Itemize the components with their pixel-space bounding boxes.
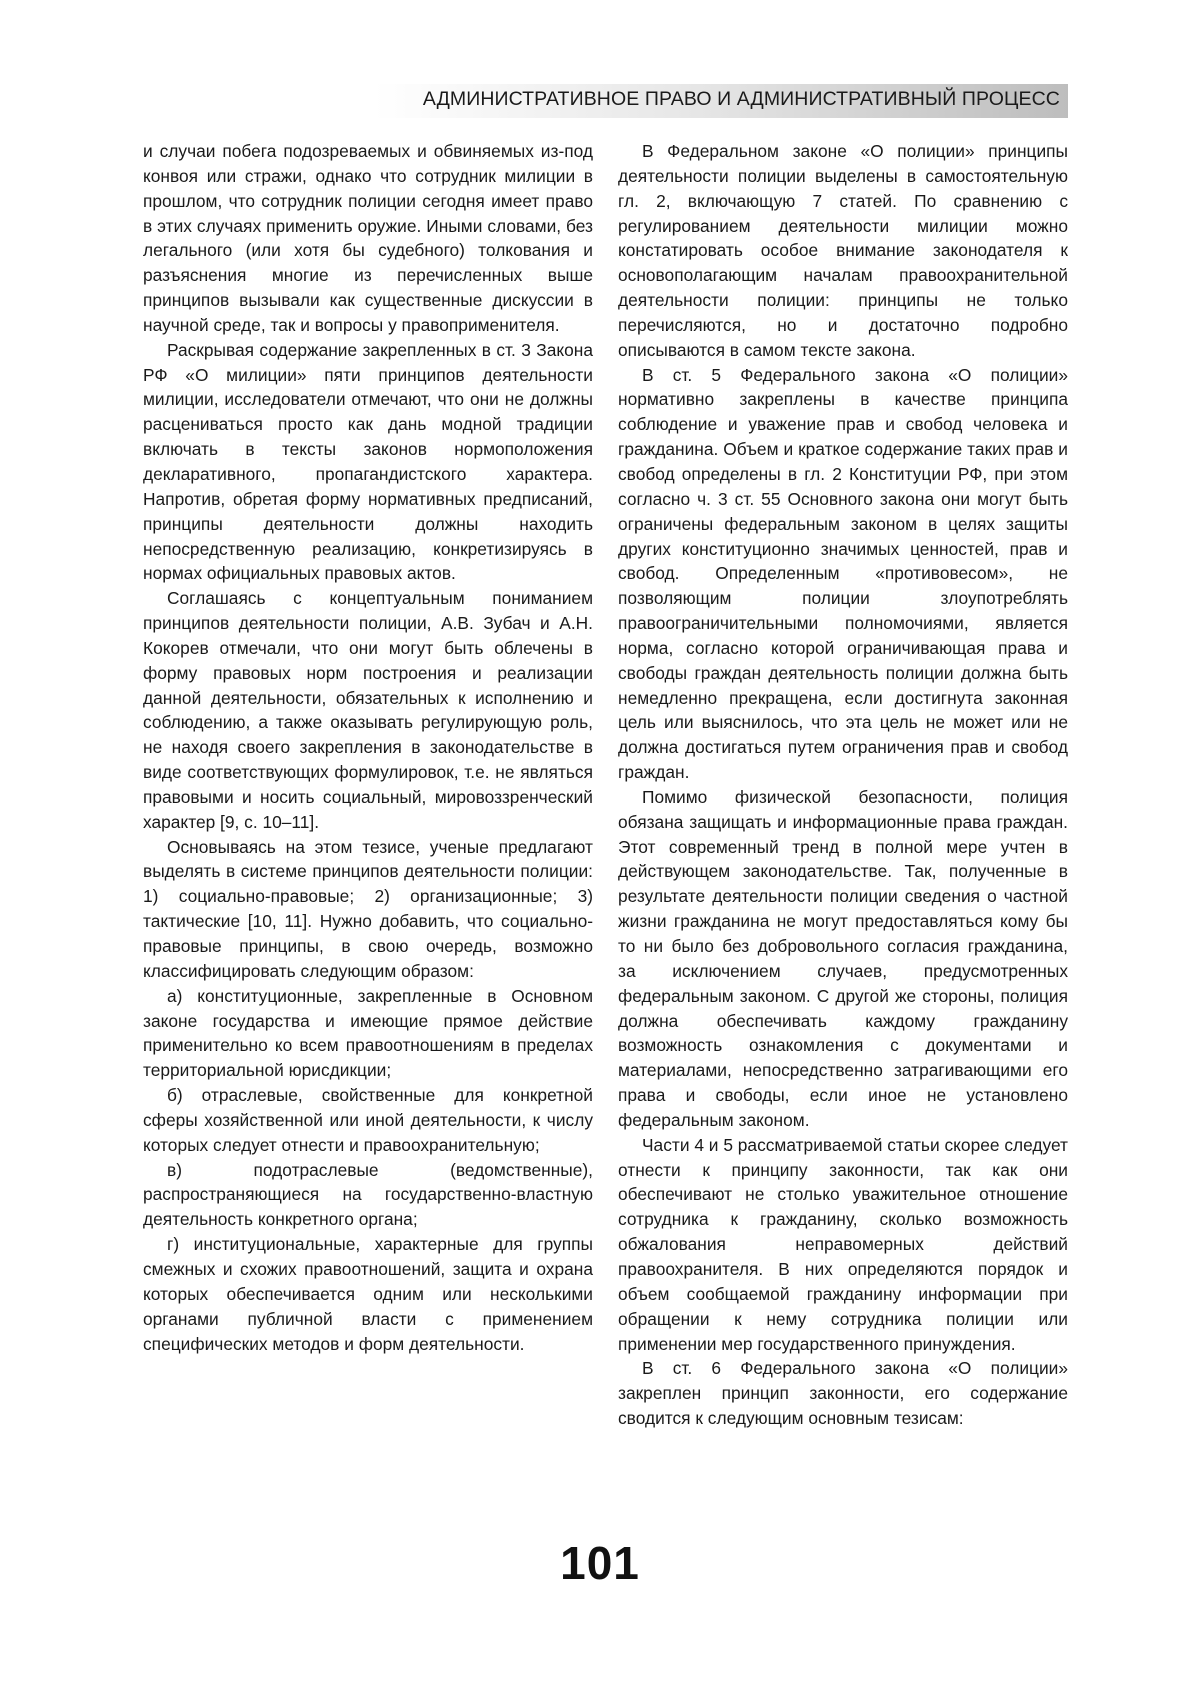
paragraph: В ст. 5 Федерального закона «О полиции» нормативно закреплены в качестве принципа соблюдение и уважение прав и свобод человека и гражданина. Объем и краткое содержание таких прав и свобод определены в гл. 2 Конституции РФ, при этом согласно ч. 3 ст. 55 Основного закона они могут быть ограничены федеральным законом в целях защиты других конституционно значимых ценностей, прав и свобод. Определенным «противовесом», не позволяющим полиции злоупотреблять правоограничительными полномочиями, является норма, согласно которой ограничивающая права и свободы граждан деятельность полиции должна быть немедленно прекращена, если достигнута законная цель или выяснилось, что эта цель не может или не должна достигаться путем ограничения прав и свобод граждан. — [618, 364, 1068, 783]
paragraph: Соглашаясь с концептуальным пониманием принципов деятельности полиции, А.В. Зубач и А.Н. Кокорев отмечали, что они могут быть облечены в форму правовых норм построения и реализации данной деятельности, обязательных к исполнению и соблюдению, а также оказывать регулирующую роль, не находя своего закрепления в законодательстве в виде соответствующих формулировок, т.е. не являться правовыми и носить социальный, мировоззренческий характер [9, с. 10–11]. — [143, 588, 593, 832]
list-item-d: г) институциональные, характерные для группы смежных и схожих правоотношений, защита и охрана которых обеспечивается одним или несколькими органами публичной власти с применением специфических методов и форм деятельности. — [143, 1234, 593, 1354]
paragraph: Помимо физической безопасности, полиция обязана защищать и информационные права граждан. Этот современный тренд в полной мере учтен в действующем законодательстве. Так, полученные в результате деятельности полиции сведения о частной жизни гражданина не могут предоставляться кому бы то ни было без добровольного согласия гражданина, за исключением случаев, предусмотренных федеральным законом. С другой же стороны, полиция должна обеспечивать каждому гражданину возможность ознакомления с документами и материалами, непосредственно затрагивающими его права и свободы, если иное не установлено федеральным законом. — [618, 786, 1068, 1130]
list-item-a: а) конституционные, закрепленные в Основном законе государства и имеющие прямое действие применительно ко всем правоотношениям в пределах территориальной юрисдикции; — [143, 985, 593, 1081]
left-text-column — [143, 139, 593, 1356]
paragraph: В Федеральном законе «О полиции» принципы деятельности полиции выделены в самостоятельную гл. 2, включающую 7 статей. По сравнению с регулированием деятельности милиции можно констатировать особое внимание законодателя к основополагающим началам правоохранительной деятельности полиции: принципы не только перечисляются, но и достаточно подробно описываются в самом тексте закона. — [618, 141, 1068, 360]
running-header — [143, 84, 1068, 118]
running-header-title: АДМИНИСТРАТИВНОЕ ПРАВО И АДМИНИСТРАТИВНЫЙ ПРОЦЕСС — [422, 88, 1060, 110]
paragraph: и случаи побега подозреваемых и обвиняемых из-под конвоя или стражи, однако что сотрудник милиции в прошлом, что сотрудник полиции сегодня имеет право в этих случаях применить оружие. Иными словами, без легального (или хотя бы судебного) толкования и разъяснения многие из перечисленных выше принципов вызывали как существенные дискуссии в научной среде, так и вопросы у правоприменителя. — [143, 141, 593, 335]
right-text-column — [618, 139, 1068, 1431]
paragraph: В ст. 6 Федерального закона «О полиции» закреплен принцип законности, его содержание сводится к следующим основным тезисам: — [618, 1358, 1068, 1429]
list-item-c: в) подотраслевые (ведомственные), распространяющиеся на государственно-властную деятельность конкретного органа; — [143, 1159, 593, 1230]
paragraph: Части 4 и 5 рассматриваемой статьи скорее следует отнести к принципу законности, так как они обеспечивают не столько уважительное отношение сотрудника к гражданину, сколько возможность обжалования неправомерных действий правоохранителя. В них определяются порядок и объем сообщаемой гражданину информации при обращении к нему сотрудника полиции или применении мер государственного принуждения. — [618, 1134, 1068, 1354]
paragraph: Основываясь на этом тезисе, ученые предлагают выделять в системе принципов деятельности полиции: 1) социально-правовые; 2) организационные; 3) тактические [10, 11]. Нужно добавить, что социально-правовые принципы, в свою очередь, возможно классифицировать следующим образом: — [143, 836, 593, 981]
list-item-b: б) отраслевые, свойственные для конкретной сферы хозяйственной или иной деятельности, к числу которых следует отнести и правоохранительную; — [143, 1085, 593, 1155]
paragraph: Раскрывая содержание закрепленных в ст. 3 Закона РФ «О милиции» пяти принципов деятельности милиции, исследователи отмечают, что они не должны расцениваться просто как дань модной традиции включать в тексты законов нормоположения декларативного, пропагандистского характера. Напротив, обретая форму нормативных предписаний, принципы деятельности должны находить непосредственную реализацию, конкретизируясь в нормах официальных правовых актов. — [143, 339, 593, 584]
page-number: 101 — [560, 1537, 640, 1589]
